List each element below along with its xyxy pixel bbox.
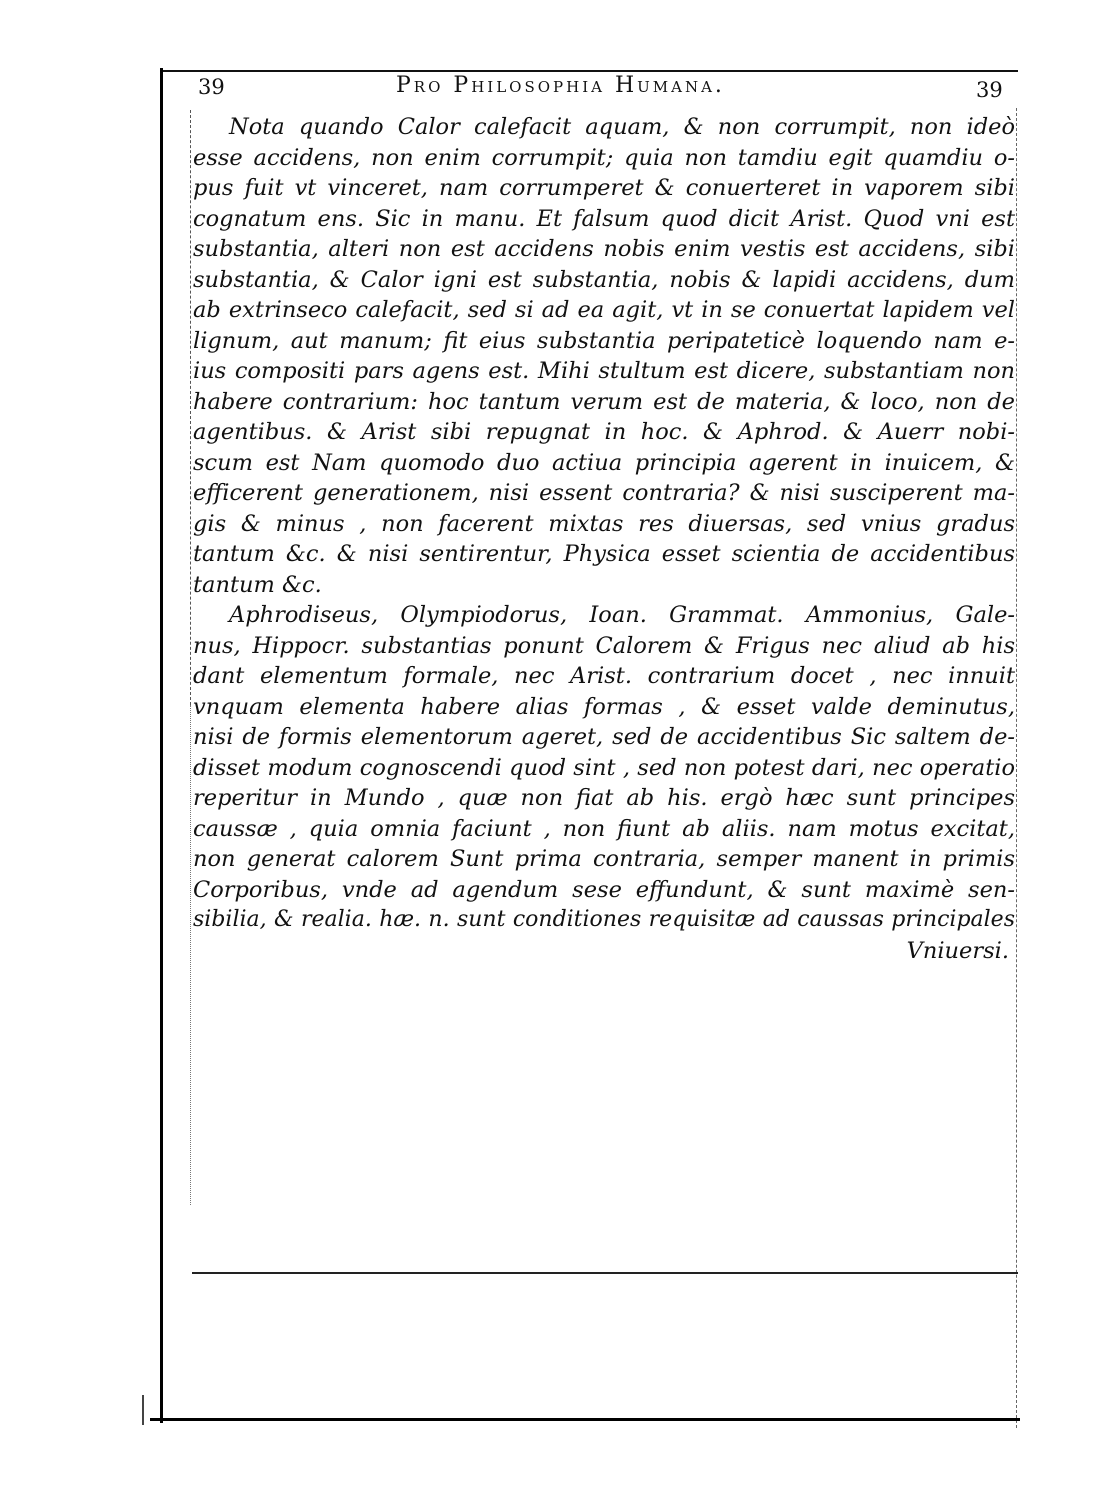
text-line: habere contrarium: hoc tantum verum est de materia, & loco, non de bbox=[193, 388, 1015, 415]
inner-margin-line-lower bbox=[190, 705, 192, 1205]
text-line: substantia, & Calor igni est substantia, nobis & lapidi accidens, dum bbox=[193, 266, 1015, 293]
text-line: lignum, aut manum; fit eius substantia peripateticè loquendo nam e- bbox=[193, 327, 1015, 354]
right-margin-line bbox=[1016, 108, 1018, 1428]
scan-edge-mark bbox=[142, 1395, 144, 1425]
text-line: vnquam elementa habere alias formas , & esset valde deminutus, bbox=[193, 693, 1015, 720]
text-line: agentibus. & Arist sibi repugnat in hoc. & Aphrod. & Auerr nobi- bbox=[193, 419, 1015, 445]
text-line: Nota quando Calor calefacit aquam, & non corrumpit, non ideò bbox=[229, 114, 1015, 140]
bottom-border-rule bbox=[150, 1418, 1020, 1421]
text-line: ab extrinseco calefacit, sed si ad ea agit, vt in se conuertat lapidem vel bbox=[193, 297, 1015, 323]
text-line: non generat calorem Sunt prima contraria, semper manent in primis bbox=[193, 846, 1015, 872]
text-line: cognatum ens. Sic in manu. Et falsum quod dicit Arist. Quod vni est bbox=[193, 205, 1015, 232]
text-line: Corporibus, vnde ad agendum sese effundunt, & sunt maximè sen- bbox=[193, 876, 1015, 903]
text-line: sibilia, & realia. hæ. n. sunt conditiones requisitæ ad caussas principales bbox=[193, 907, 1015, 932]
text-line: nisi de formis elementorum ageret, sed de accidentibus Sic saltem de- bbox=[193, 724, 1015, 750]
text-line: scum est Nam quomodo duo actiua principia agerent in inuicem, & bbox=[193, 449, 1015, 476]
left-border-rule bbox=[160, 68, 163, 1423]
text-line: gis & minus , non facerent mixtas res diuersas, sed vnius gradus bbox=[193, 510, 1015, 537]
text-line: efficerent generationem, nisi essent contraria? & nisi susciperent ma- bbox=[193, 480, 1015, 506]
text-line: nus, Hippocr. substantias ponunt Calorem & Frigus nec aliud ab his bbox=[193, 632, 1015, 659]
text-line: substantia, alteri non est accidens nobis enim vestis est accidens, sibi bbox=[193, 236, 1015, 262]
page-number-left: 39 bbox=[198, 75, 225, 99]
text-line: Vniuersi. bbox=[906, 937, 1009, 964]
text-line: pus fuit vt vinceret, nam corrumperet & conuerteret in vaporem sibi bbox=[193, 175, 1015, 201]
running-title: Pro Philosophia Humana. bbox=[396, 73, 725, 98]
text-line: dant elementum formale, nec Arist. contrarium docet , nec innuit bbox=[193, 663, 1015, 689]
page-number-right: 39 bbox=[976, 78, 1003, 102]
text-line: reperitur in Mundo , quæ non fiat ab his. ergò hæc sunt principes bbox=[193, 785, 1015, 811]
text-line: disset modum cognoscendi quod sint , sed non potest dari, nec operatio bbox=[193, 754, 1015, 781]
body-text bbox=[193, 112, 1015, 966]
text-line: caussæ , quia omnia faciunt , non fiunt ab aliis. nam motus excitat, bbox=[193, 815, 1015, 842]
inner-margin-line bbox=[190, 110, 192, 705]
text-line: Aphrodiseus, Olympiodorus, Ioan. Grammat. Ammonius, Gale- bbox=[229, 602, 1015, 628]
top-border-rule bbox=[160, 70, 1018, 72]
text-line: tantum &c. & nisi sentirentur, Physica esset scientia de accidentibus bbox=[193, 541, 1015, 567]
text-line: esse accidens, non enim corrumpit; quia non tamdiu egit quamdiu o- bbox=[193, 144, 1015, 171]
text-line: ius compositi pars agens est. Mihi stultum est dicere, substantiam non bbox=[193, 358, 1015, 384]
text-line: tantum &c. bbox=[193, 571, 322, 598]
text-end-rule bbox=[192, 1272, 1018, 1274]
